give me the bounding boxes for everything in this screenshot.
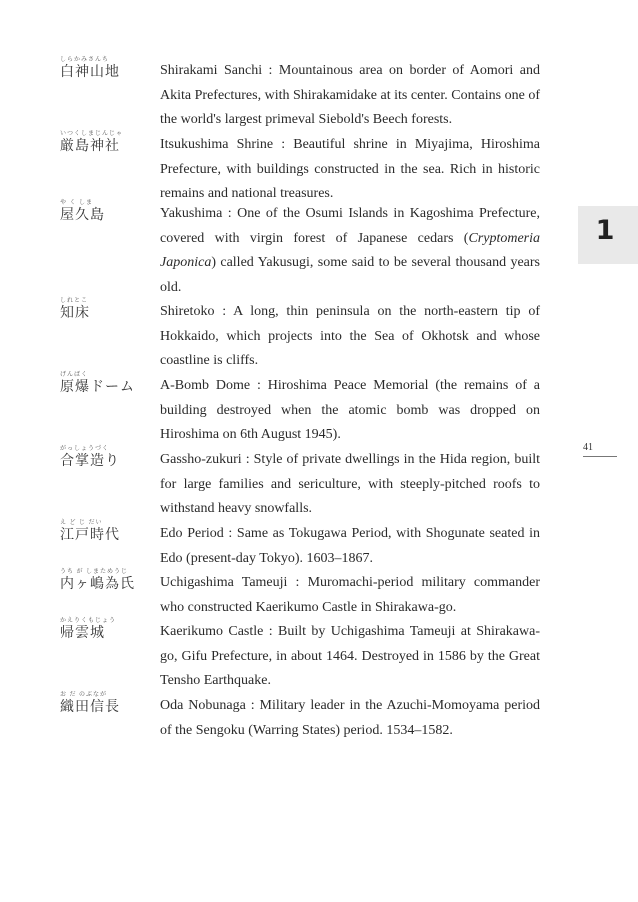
term-description: Shiretoko : A long, thin peninsula on the north-eastern tip of Hokkaido, which projects into the Sea of Okhotsk and whose coastline is cliffs. — [160, 304, 540, 369]
term-description — [160, 202, 540, 300]
term-kanji: 江戸時代 — [60, 527, 120, 543]
term-japanese — [60, 692, 150, 715]
term-kanji: 白神山地 — [60, 64, 120, 80]
term-furigana: お だ のぶなが — [60, 692, 108, 698]
page-number-rule — [583, 456, 617, 457]
term-description: Itsukushima Shrine : Beautiful shrine in Miyajima, Hiroshima Prefecture, with buildings constructed in the sea. Rich in historic remains and national treasures. — [160, 137, 540, 202]
term-kanji: 厳島神社 — [60, 138, 120, 154]
term-japanese — [60, 618, 150, 641]
term-japanese — [60, 446, 150, 469]
term-furigana: かえりくもじょう — [60, 618, 117, 624]
term-japanese — [60, 57, 150, 80]
term-furigana: いつくしまじんじゃ — [60, 131, 124, 137]
term-japanese — [60, 569, 150, 592]
term-furigana: しれとこ — [60, 298, 89, 304]
term-description: Edo Period : Same as Tokugawa Period, with Shogunate seated in Edo (present-day Tokyo). 1603–1867. — [160, 526, 540, 566]
term-kanji: 原爆ドーム — [60, 379, 135, 395]
term-japanese — [60, 200, 150, 223]
term-japanese — [60, 372, 150, 395]
term-japanese — [60, 298, 150, 321]
term-description: A-Bomb Dome : Hiroshima Peace Memorial (the remains of a building destroyed when the atomic bomb was dropped on Hiroshima on 6th August 1945). — [160, 378, 540, 443]
desc-text: ) called Yakusugi, some said to be several thousand years old. — [160, 255, 540, 295]
term-furigana: がっしょうづく — [60, 446, 110, 452]
term-japanese — [60, 520, 150, 543]
term-description: Oda Nobunaga : Military leader in the Azuchi-Momoyama period of the Sengoku (Warring States) period. 1534–1582. — [160, 698, 540, 738]
chapter-number: 1 — [595, 215, 615, 246]
term-kanji: 知床 — [60, 305, 90, 321]
term-kanji: 屋久島 — [60, 207, 105, 223]
term-description: Shirakami Sanchi : Mountainous area on border of Aomori and Akita Prefectures, with Shirakamidake at its center. Contains one of the world's largest primeval Siebold's Beech forests. — [160, 63, 540, 128]
term-furigana: しらかみさんち — [60, 57, 110, 63]
term-kanji: 合掌造り — [60, 453, 120, 469]
page-number: 41 — [583, 442, 593, 453]
desc-text: Yakushima : One of the Osumi Islands in Kagoshima Prefecture, covered with virgin forest of Japanese cedars ( — [160, 206, 540, 246]
term-description: Kaerikumo Castle : Built by Uchigashima Tameuji at Shirakawa-go, Gifu Prefecture, in about 1464. Destroyed in 1586 by the Great Tensho Earthquake. — [160, 624, 540, 689]
term-kanji: 織田信長 — [60, 699, 120, 715]
term-furigana: や く しま — [60, 200, 94, 206]
term-furigana: げんばく — [60, 372, 89, 378]
term-kanji: 内ヶ嶋為氏 — [60, 576, 135, 592]
term-furigana: うち が しまためうじ — [60, 569, 129, 575]
term-description: Gassho-zukuri : Style of private dwellings in the Hida region, built for large families and sericulture, with steeply-pitched roofs to withstand heavy snowfalls. — [160, 452, 540, 517]
term-furigana: え ど じ だい — [60, 520, 103, 526]
term-japanese — [60, 131, 150, 154]
term-description: Uchigashima Tameuji : Muromachi-period military commander who constructed Kaerikumo Castle in Shirakawa-go. — [160, 575, 540, 615]
term-kanji: 帰雲城 — [60, 625, 105, 641]
species-name: Cryptomeria Japonica — [160, 230, 540, 271]
